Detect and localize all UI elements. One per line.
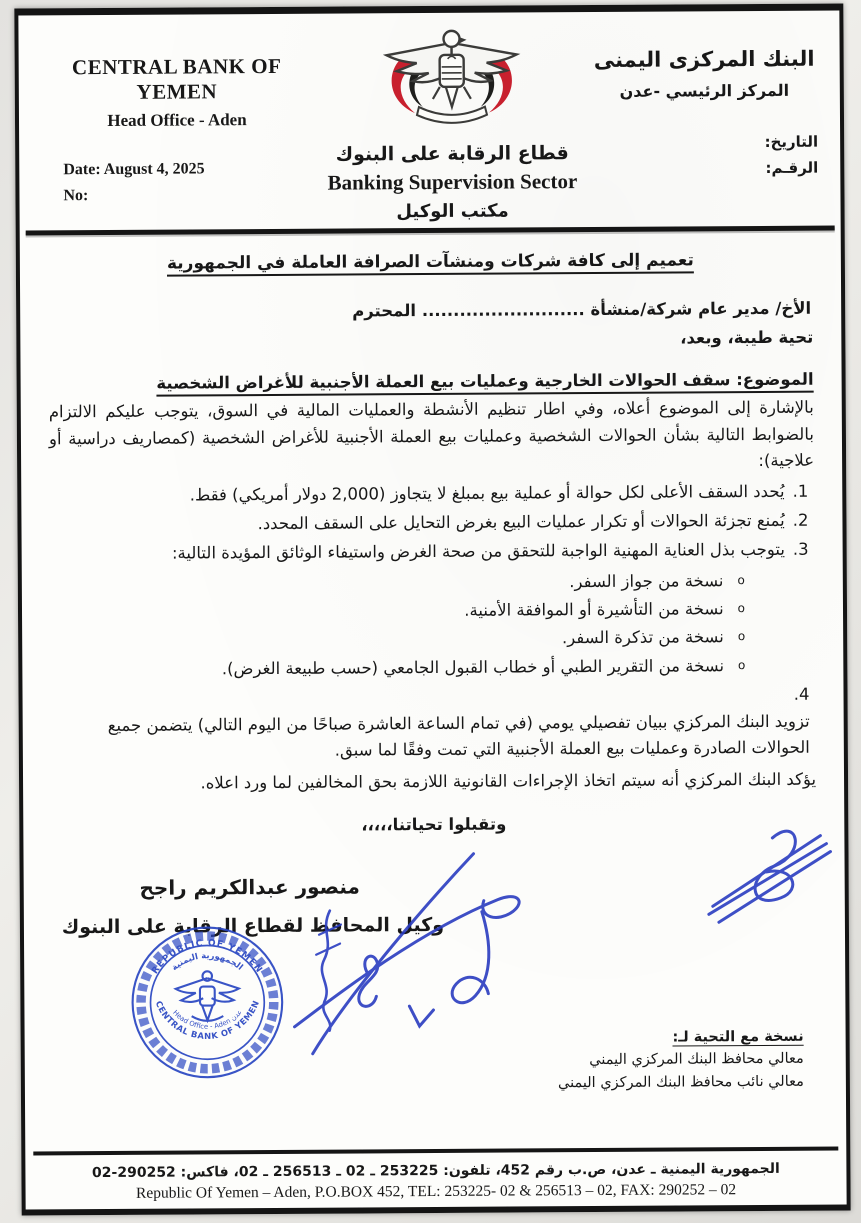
legal-warning-line: يؤكد البنك المركزي أنه سيتم اتخاذ الإجراءات القانونية اللازمة بحق المخالفين لما ورد اعلاه.	[200, 770, 817, 793]
rule-item-2-text: يُمنع تجزئة الحوالات أو تكرار عمليات البيع بغرض التحايل على السقف المحدد.	[257, 510, 785, 533]
number-line: No:	[63, 186, 89, 204]
cc-heading: نسخة مع التحية لـ:	[672, 1028, 804, 1046]
date-line: Date: August 4, 2025	[63, 160, 205, 179]
sector-name-english: Banking Supervision Sector	[327, 169, 578, 195]
initials-scribble	[700, 810, 850, 936]
official-stamp	[128, 923, 287, 1082]
letterhead-center-block	[316, 22, 587, 223]
circular-title: تعميم إلى كافة شركات ومنشآت الصرافة العاملة في الجمهورية	[166, 250, 694, 274]
letterhead-english-block	[36, 24, 317, 225]
intro-paragraph: بالإشارة إلى الموضوع أعلاه، وفي اطار تنظيم الأنشطة والعمليات المالية في السوق، يتوجب عليكم الالتزام بالضوابط التالية بشأن الحوالات الشخصية وعمليات بيع العملة الأجنبية للأغراض الشخصية (كمصاريف دراسية أو علاجية):	[48, 398, 815, 471]
signatory-name: منصور عبدالكريم راجح	[139, 874, 360, 901]
head-office-arabic: المركز الرئيسي -عدن	[619, 80, 790, 101]
date-number-arabic	[587, 130, 822, 182]
letter-body	[20, 230, 845, 840]
bank-name-english: CENTRAL BANK OF YEMEN	[71, 53, 282, 104]
footer-address-english: Republic Of Yemen – Aden, P.O.BOX 452, TEL: 253225- 02 & 256513 – 02, FAX: 290252 – 02	[135, 1181, 737, 1202]
required-documents-list	[50, 567, 810, 683]
number-label-arabic: الرقـم:	[765, 158, 819, 177]
addressee-line: الأخ/ مدير عام شركة/منشأة .......................... المحترم	[352, 298, 812, 321]
closing-line: وتقبلوا تحياتنا،،،،،	[361, 814, 507, 835]
stamp-arc-bottom-text: CENTRAL BANK OF YEMEN	[153, 998, 262, 1042]
rule-item-4-text: تزويد البنك المركزي ببيان تفصيلي يومي (في تمام الساعة العاشرة صباحًا من اليوم التالي) يتضمن جميع الحوالات الصادرة وعمليات بيع العملة الأجنبية التي تمت وفقًا لما سبق.	[107, 711, 810, 760]
stamp-arc-top-text: REPUBLIC OF YEMEN	[150, 938, 265, 977]
stamp-arc-bottom-sub-text: Head Office - Aden عدن	[171, 1008, 244, 1032]
footer-divider	[33, 1147, 838, 1156]
footer-address-arabic: الجمهورية اليمنية ـ عدن، ص.ب رقم 452، تلفون: 253225 ـ 02 ـ 256513 ـ 02، فاكس: 290252-02	[91, 1160, 780, 1182]
document-item-ticket: o نسخة من تذكرة السفر.	[50, 625, 745, 656]
stamp-arc-top-arabic-text: الجمهورية اليمنية	[169, 950, 246, 973]
bank-name-arabic: البنك المركزى اليمنى	[593, 46, 815, 73]
rule-item-3-text: يتوجب بذل العناية المهنية الواجبة للتحقق من صحة الغرض واستيفاء الوثائق المؤيدة التالية:	[171, 540, 785, 563]
rule-item-1-text: يُحدد السقف الأعلى لكل حوالة أو عملية بيع بمبلغ لا يتجاوز (2,000 دولار أمريكي) فقط.	[189, 481, 785, 505]
rules-list	[49, 478, 816, 766]
greeting-line: تحية طيبة، وبعد،	[680, 327, 814, 348]
date-label-arabic: التاريخ:	[764, 132, 819, 151]
date-number-english	[37, 156, 317, 209]
letterhead	[18, 11, 840, 225]
agent-office-arabic: مكتب الوكيل	[396, 200, 509, 223]
stamp-eagle-icon	[176, 971, 240, 1021]
document-item-report: o نسخة من التقرير الطبي أو خطاب القبول الجامعي (حسب طبيعة الغرض).	[50, 653, 745, 684]
document-page	[14, 3, 850, 1215]
rule-item-3	[50, 537, 810, 684]
subject-line: الموضوع: سقف الحوالات الخارجية وعمليات بيع العملة الأجنبية للأغراض الشخصية	[156, 369, 814, 393]
head-office-english: Head Office - Aden	[107, 110, 247, 130]
yemen-national-emblem-icon	[362, 22, 541, 135]
rule-item-2	[49, 508, 808, 539]
signature-scribble	[271, 837, 572, 1069]
document-item-passport: o نسخة من جواز السفر.	[50, 568, 745, 599]
rule-item-4	[50, 682, 809, 766]
letterhead-arabic-block	[586, 21, 822, 221]
cc-entry-deputy-governor: معالي نائب محافظ البنك المركزي اليمني	[557, 1073, 804, 1091]
page-footer	[25, 1146, 846, 1203]
sector-name-arabic: قطاع الرقابة على البنوك	[335, 142, 569, 166]
signatory-title: وكيل المحافظ لقطاع الرقابة على البنوك	[61, 914, 445, 939]
rule-item-1	[49, 478, 808, 509]
document-item-visa: o نسخة من التأشيرة أو الموافقة الأمنية.	[50, 596, 745, 627]
cc-block	[558, 1025, 804, 1094]
cc-entry-governor: معالي محافظ البنك المركزي اليمني	[589, 1050, 804, 1069]
